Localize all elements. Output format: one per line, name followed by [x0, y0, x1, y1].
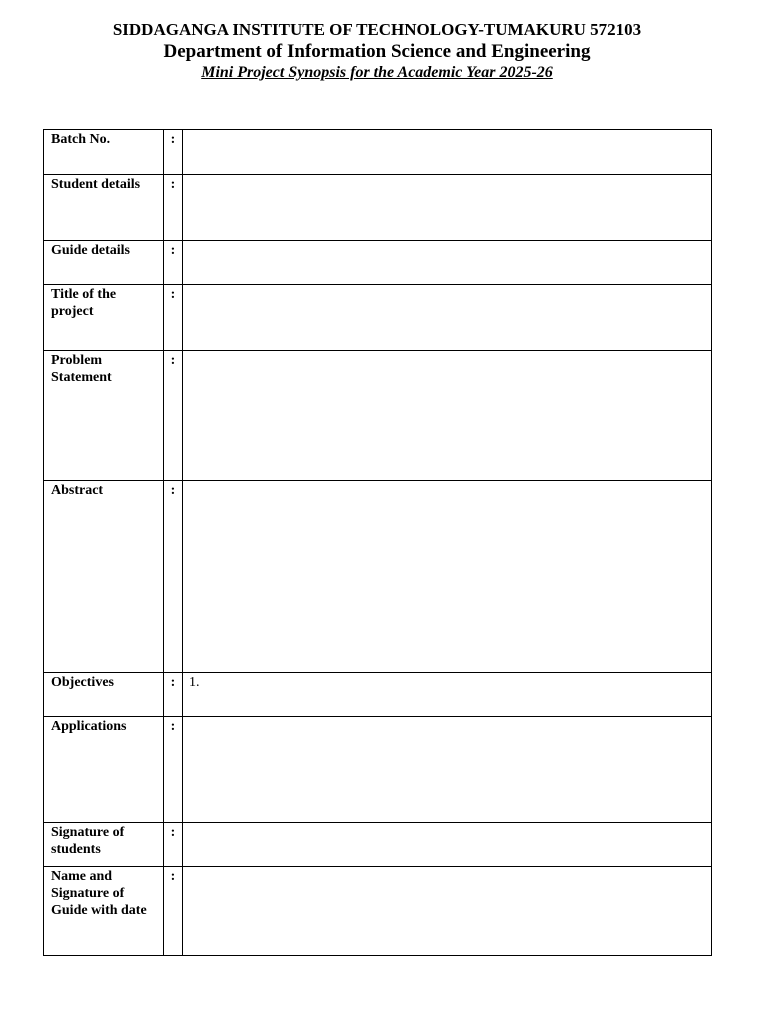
form-row-student-signature: [44, 823, 712, 867]
form-value-cell[interactable]: [183, 867, 712, 956]
institute-name: SIDDAGANGA INSTITUTE OF TECHNOLOGY-TUMAKURU 572103: [112, 20, 642, 39]
form-row-abstract: [44, 481, 712, 673]
form-separator: :: [164, 867, 183, 956]
form-separator: :: [164, 717, 183, 823]
form-separator: :: [164, 823, 183, 867]
form-value-cell[interactable]: [183, 285, 712, 351]
form-value-cell[interactable]: [183, 717, 712, 823]
form-separator: :: [164, 130, 183, 175]
form-row-applications: [44, 717, 712, 823]
form-row-guide-details: [44, 241, 712, 285]
form-value-cell[interactable]: [183, 481, 712, 673]
form-label: Student details: [44, 175, 164, 241]
form-value-cell[interactable]: [183, 130, 712, 175]
form-row-objectives: [44, 673, 712, 717]
form-label: Name and Signature of Guide with date: [44, 867, 164, 956]
form-label: Signature of students: [44, 823, 164, 867]
form-separator: :: [164, 351, 183, 481]
form-separator: :: [164, 285, 183, 351]
form-separator: :: [164, 481, 183, 673]
form-row-guide-signature: [44, 867, 712, 956]
department-name: Department of Information Science and Engineering: [163, 41, 591, 62]
form-label: Objectives: [44, 673, 164, 717]
form-label: Applications: [44, 717, 164, 823]
form-value-cell[interactable]: [183, 823, 712, 867]
form-label: Abstract: [44, 481, 164, 673]
form-value-cell[interactable]: [183, 241, 712, 285]
document-subtitle: Mini Project Synopsis for the Academic Year 2025-26: [201, 64, 553, 81]
form-separator: :: [164, 241, 183, 285]
form-value-cell[interactable]: [183, 175, 712, 241]
form-separator: :: [164, 673, 183, 717]
form-row-batch-no: [44, 130, 712, 175]
form-separator: :: [164, 175, 183, 241]
form-label: Guide details: [44, 241, 164, 285]
document-header: [0, 19, 754, 83]
form-value-cell[interactable]: 1.: [183, 673, 712, 717]
form-label: Title of the project: [44, 285, 164, 351]
synopsis-form-table: [43, 129, 712, 956]
form-label: Problem Statement: [44, 351, 164, 481]
form-row-problem-statement: [44, 351, 712, 481]
form-row-project-title: [44, 285, 712, 351]
form-row-student-details: [44, 175, 712, 241]
form-label: Batch No.: [44, 130, 164, 175]
form-value-cell[interactable]: [183, 351, 712, 481]
